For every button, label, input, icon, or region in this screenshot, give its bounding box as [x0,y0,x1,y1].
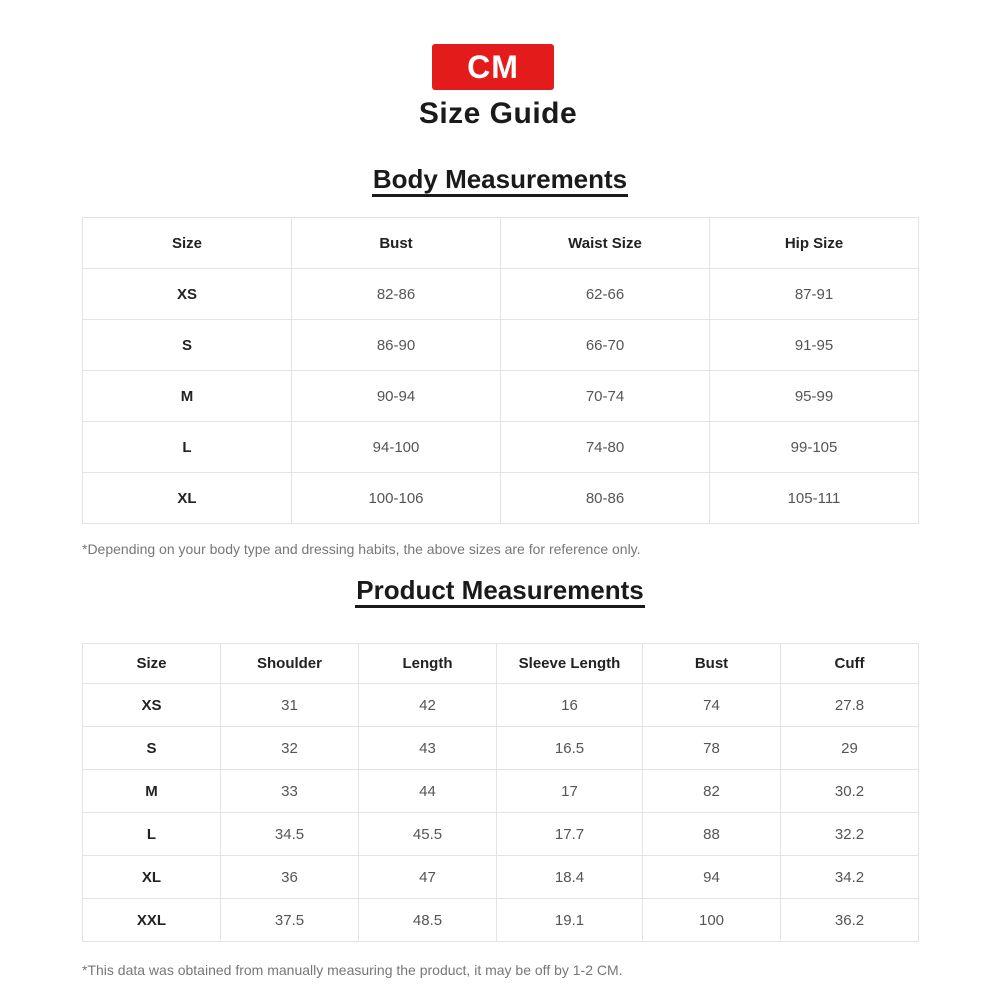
column-header: Length [359,644,497,684]
column-header: Hip Size [710,218,919,269]
measurement-cell: 100-106 [292,473,501,524]
measurement-cell: 34.2 [781,856,919,899]
measurement-cell: 32.2 [781,813,919,856]
size-label-cell: L [83,813,221,856]
size-label-cell: M [83,371,292,422]
measurement-cell: 17 [497,770,643,813]
measurement-cell: 100 [643,899,781,942]
measurement-cell: 19.1 [497,899,643,942]
measurement-cell: 43 [359,727,497,770]
measurement-cell: 36.2 [781,899,919,942]
measurement-cell: 48.5 [359,899,497,942]
unit-badge: CM [432,44,554,90]
measurement-cell: 74-80 [501,422,710,473]
measurement-cell: 94 [643,856,781,899]
measurement-cell: 45.5 [359,813,497,856]
measurement-cell: 36 [221,856,359,899]
table-header-row [83,218,919,269]
table-row [83,899,919,942]
body-measurements-title: Body Measurements [372,164,628,197]
measurement-cell: 33 [221,770,359,813]
measurement-cell: 17.7 [497,813,643,856]
table-header-row [83,644,919,684]
table-row [83,813,919,856]
measurement-cell: 16.5 [497,727,643,770]
table-row [83,727,919,770]
product-measurements-note: *This data was obtained from manually measuring the product, it may be off by 1-2 CM. [82,962,623,978]
measurement-cell: 32 [221,727,359,770]
body-measurements-table [82,217,919,524]
measurement-cell: 27.8 [781,684,919,727]
table-row [83,856,919,899]
size-label-cell: XL [83,856,221,899]
table-row [83,473,919,524]
body-measurements-heading [0,164,1000,197]
measurement-cell: 95-99 [710,371,919,422]
measurement-cell: 88 [643,813,781,856]
product-measurements-table [82,643,919,942]
size-label-cell: S [83,727,221,770]
measurement-cell: 82-86 [292,269,501,320]
product-measurements-title: Product Measurements [355,575,645,608]
column-header: Bust [643,644,781,684]
body-measurements-note: *Depending on your body type and dressing habits, the above sizes are for reference only. [82,541,641,557]
product-measurements-heading [0,575,1000,608]
measurement-cell: 16 [497,684,643,727]
measurement-cell: 86-90 [292,320,501,371]
measurement-cell: 42 [359,684,497,727]
column-header: Shoulder [221,644,359,684]
column-header: Bust [292,218,501,269]
table-row [83,422,919,473]
table-row [83,684,919,727]
measurement-cell: 94-100 [292,422,501,473]
measurement-cell: 62-66 [501,269,710,320]
table-row [83,269,919,320]
measurement-cell: 18.4 [497,856,643,899]
measurement-cell: 70-74 [501,371,710,422]
measurement-cell: 87-91 [710,269,919,320]
column-header: Size [83,644,221,684]
measurement-cell: 37.5 [221,899,359,942]
measurement-cell: 105-111 [710,473,919,524]
measurement-cell: 47 [359,856,497,899]
size-label-cell: L [83,422,292,473]
measurement-cell: 99-105 [710,422,919,473]
table-row [83,320,919,371]
measurement-cell: 74 [643,684,781,727]
measurement-cell: 44 [359,770,497,813]
column-header: Sleeve Length [497,644,643,684]
page-title: Size Guide [418,97,578,130]
measurement-cell: 80-86 [501,473,710,524]
measurement-cell: 82 [643,770,781,813]
size-label-cell: XS [83,684,221,727]
measurement-cell: 34.5 [221,813,359,856]
measurement-cell: 90-94 [292,371,501,422]
measurement-cell: 30.2 [781,770,919,813]
size-label-cell: M [83,770,221,813]
size-label-cell: XS [83,269,292,320]
measurement-cell: 29 [781,727,919,770]
table-row [83,770,919,813]
column-header: Cuff [781,644,919,684]
table-row [83,371,919,422]
column-header: Size [83,218,292,269]
measurement-cell: 78 [643,727,781,770]
size-label-cell: S [83,320,292,371]
measurement-cell: 91-95 [710,320,919,371]
measurement-cell: 66-70 [501,320,710,371]
size-label-cell: XXL [83,899,221,942]
size-label-cell: XL [83,473,292,524]
measurement-cell: 31 [221,684,359,727]
column-header: Waist Size [501,218,710,269]
